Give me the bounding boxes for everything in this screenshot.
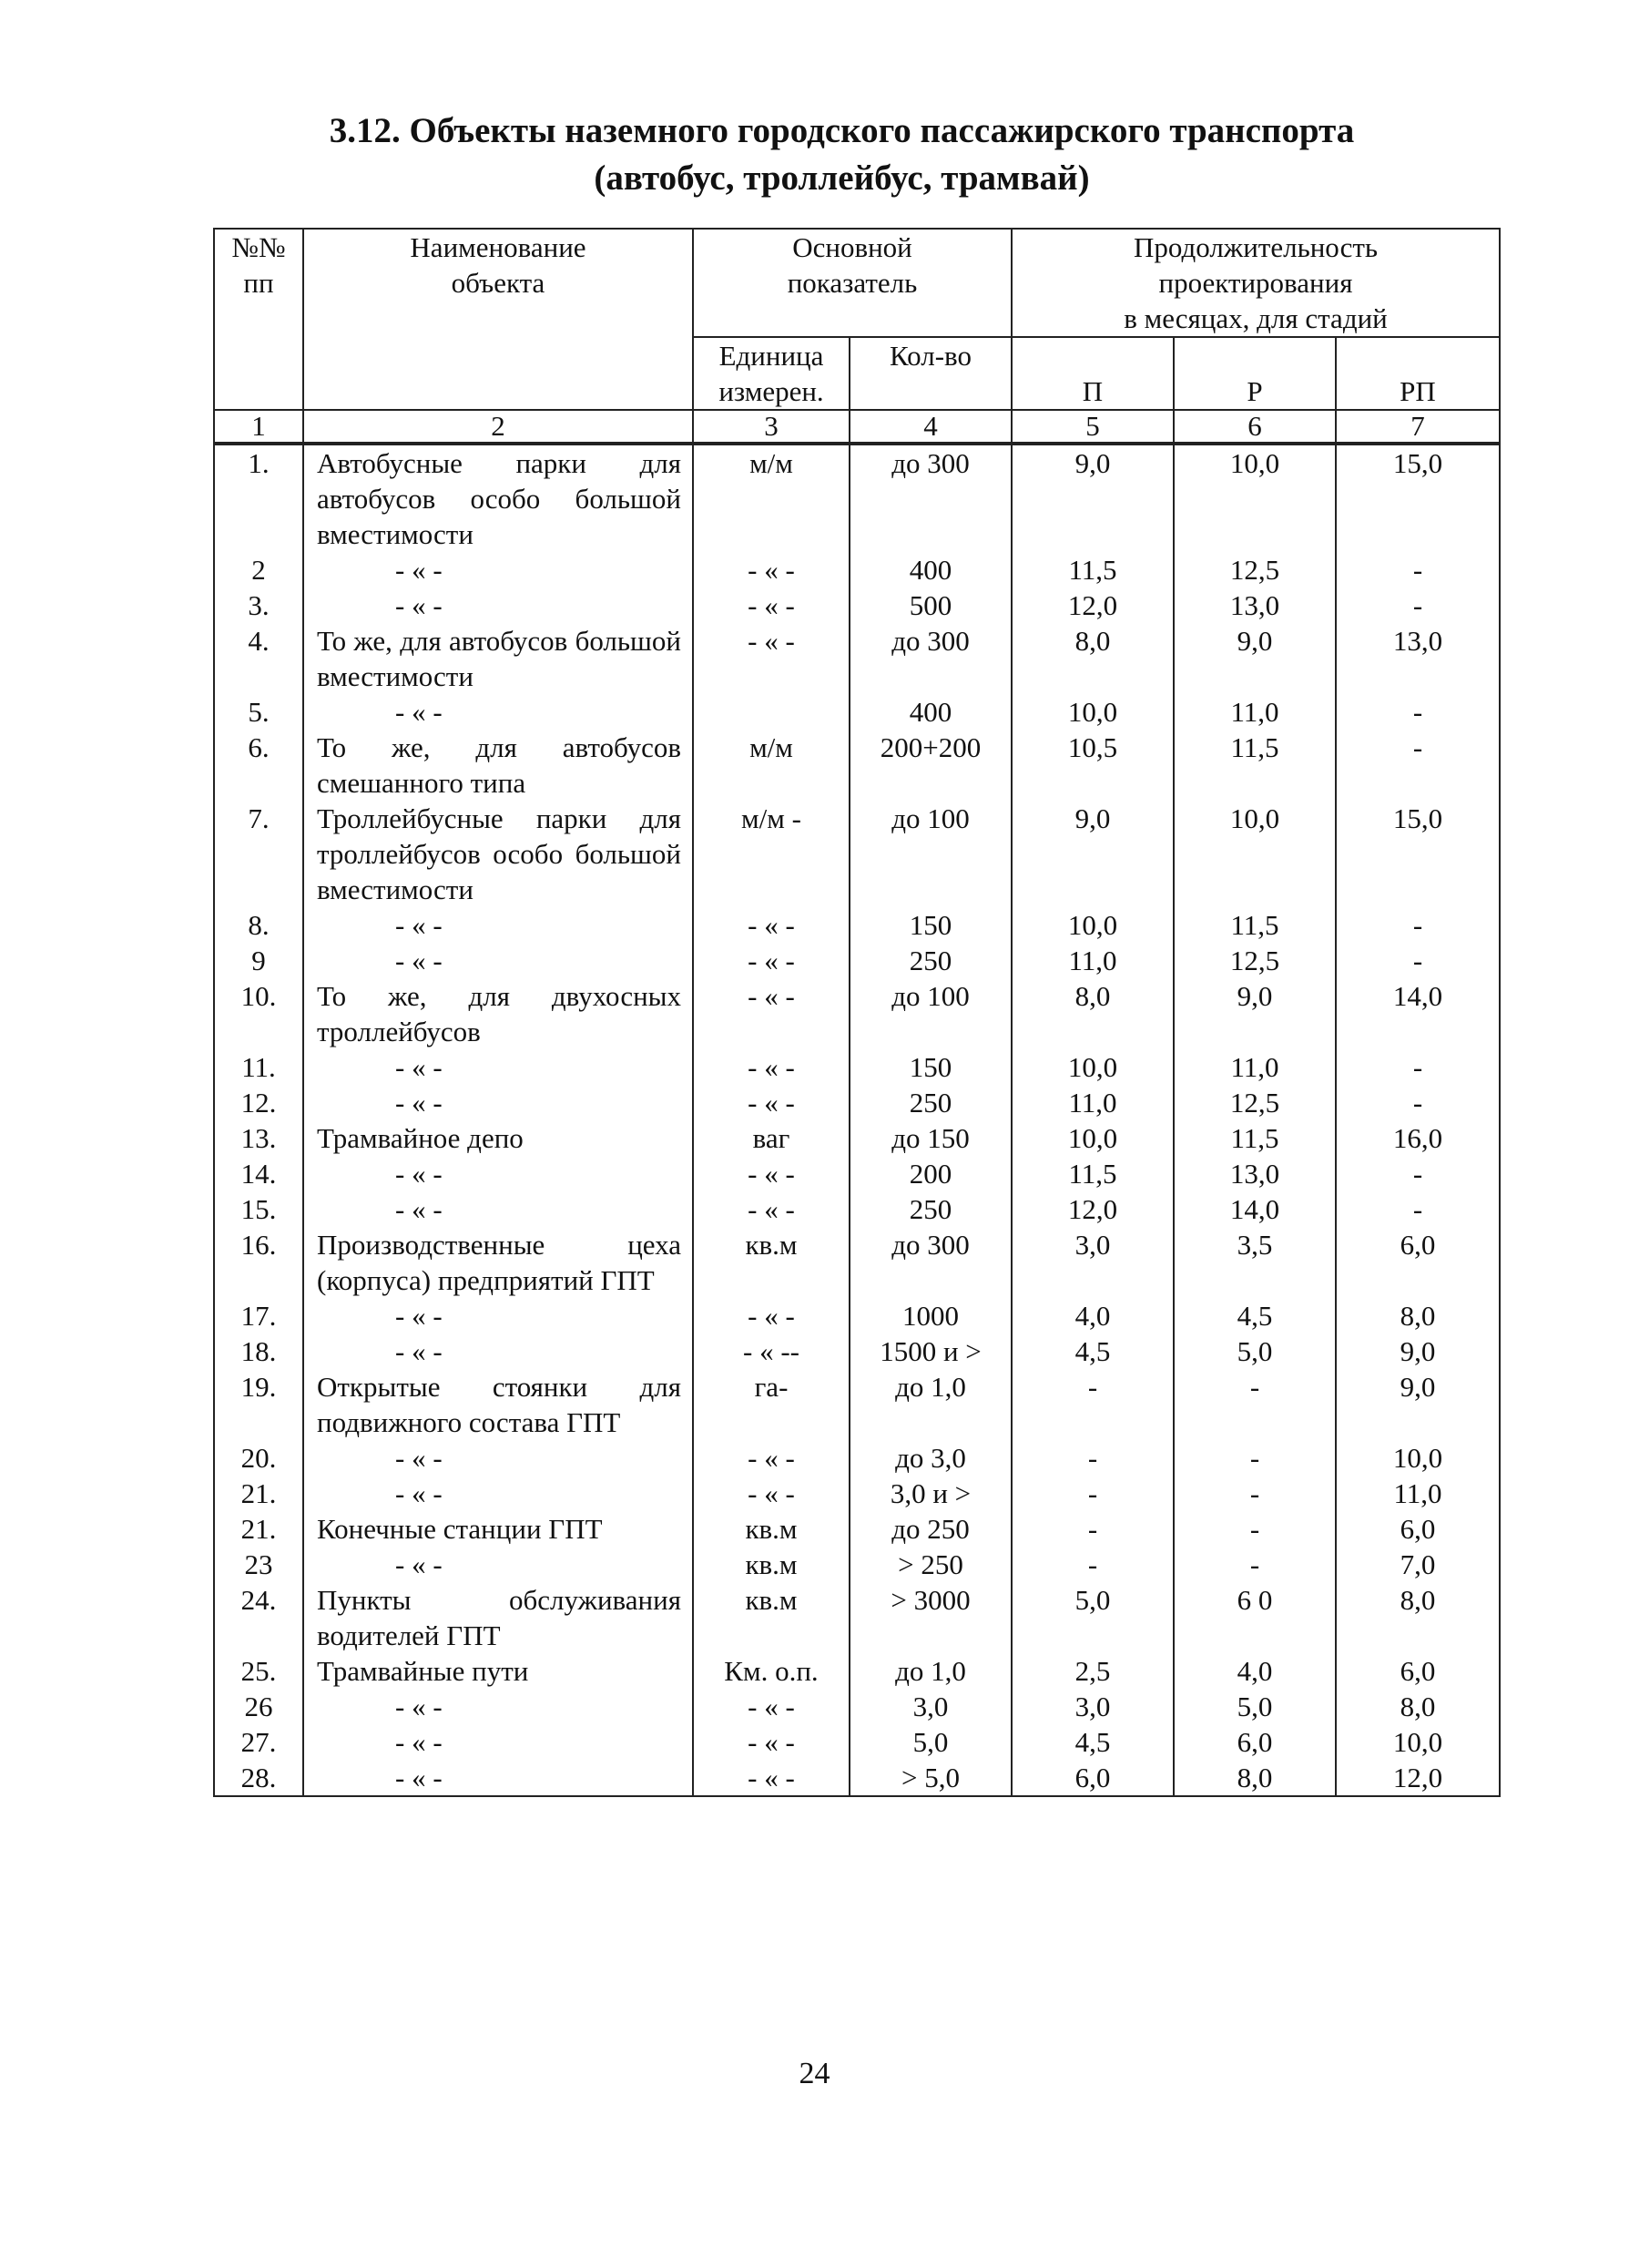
table-row — [214, 801, 1500, 907]
unit-cell: - « - — [693, 1191, 850, 1227]
object-name-cell: Производственные цеха (корпуса) предприятий ГПТ — [303, 1227, 693, 1298]
stage-p-cell: 10,0 — [1012, 694, 1174, 730]
row-number-cell: 8. — [214, 907, 303, 943]
object-name-cell: - « - — [303, 1760, 693, 1796]
stage-r-cell: 5,0 — [1174, 1689, 1336, 1724]
table-row — [214, 1582, 1500, 1653]
row-number-cell: 9 — [214, 943, 303, 978]
object-name-cell: - « - — [303, 1476, 693, 1511]
object-name-cell: - « - — [303, 694, 693, 730]
stage-rp-cell: - — [1336, 694, 1500, 730]
stage-rp-cell: 10,0 — [1336, 1724, 1500, 1760]
stage-r-cell: - — [1174, 1547, 1336, 1582]
stage-p-cell: 6,0 — [1012, 1760, 1174, 1796]
row-number-cell: 5. — [214, 694, 303, 730]
stage-r-cell: 4,0 — [1174, 1653, 1336, 1689]
table-row — [214, 623, 1500, 694]
stage-p-cell: 10,0 — [1012, 1120, 1174, 1156]
quantity-cell: до 1,0 — [850, 1369, 1012, 1440]
row-number-cell: 14. — [214, 1156, 303, 1191]
object-name-cell: Трамвайные пути — [303, 1653, 693, 1689]
row-number-cell: 23 — [214, 1547, 303, 1582]
stage-p-cell: - — [1012, 1440, 1174, 1476]
quantity-cell: 250 — [850, 943, 1012, 978]
object-name-cell: Автобусные парки для автобусов особо большой вместимости — [303, 444, 693, 552]
row-number-cell: 11. — [214, 1049, 303, 1085]
row-number-cell: 10. — [214, 978, 303, 1049]
unit-cell: - « - — [693, 1760, 850, 1796]
unit-cell: - « - — [693, 1476, 850, 1511]
quantity-cell: 3,0 и > — [850, 1476, 1012, 1511]
stage-r-cell: 6 0 — [1174, 1582, 1336, 1653]
unit-cell: Км. о.п. — [693, 1653, 850, 1689]
unit-cell: - « - — [693, 1156, 850, 1191]
quantity-cell: 200 — [850, 1156, 1012, 1191]
object-name-cell: - « - — [303, 1085, 693, 1120]
stage-r-cell: 11,0 — [1174, 1049, 1336, 1085]
column-number: 2 — [303, 410, 693, 444]
object-name-cell: - « - — [303, 587, 693, 623]
quantity-cell: 400 — [850, 694, 1012, 730]
row-number-cell: 26 — [214, 1689, 303, 1724]
quantity-cell: 250 — [850, 1085, 1012, 1120]
header-unit-line-1: Единица — [718, 340, 824, 372]
stage-p-cell: 9,0 — [1012, 444, 1174, 552]
object-name-cell: То же, для автобусов большой вместимости — [303, 623, 693, 694]
stage-rp-cell: 16,0 — [1336, 1120, 1500, 1156]
page-number: 24 — [799, 2057, 830, 2090]
quantity-cell: 1500 и > — [850, 1333, 1012, 1369]
unit-cell: кв.м — [693, 1582, 850, 1653]
unit-cell: - « - — [693, 978, 850, 1049]
stage-rp-cell: 9,0 — [1336, 1333, 1500, 1369]
header-basic — [693, 229, 1012, 337]
stage-rp-cell: - — [1336, 552, 1500, 587]
row-number-cell: 16. — [214, 1227, 303, 1298]
quantity-cell: до 150 — [850, 1120, 1012, 1156]
stage-p-cell: 10,0 — [1012, 907, 1174, 943]
unit-cell: - « - — [693, 1440, 850, 1476]
stage-p-cell: 11,5 — [1012, 552, 1174, 587]
quantity-cell: до 250 — [850, 1511, 1012, 1547]
stage-r-cell: 11,5 — [1174, 730, 1336, 801]
object-name-cell: - « - — [303, 1689, 693, 1724]
object-name-cell: - « - — [303, 1049, 693, 1085]
row-number-cell: 20. — [214, 1440, 303, 1476]
header-num-line-1: №№ — [231, 231, 286, 263]
object-name-cell: Открытые стоянки для подвижного состава ГПТ — [303, 1369, 693, 1440]
stage-r-cell: 11,0 — [1174, 694, 1336, 730]
table-row — [214, 1653, 1500, 1689]
unit-cell: - « - — [693, 1085, 850, 1120]
unit-cell: ваг — [693, 1120, 850, 1156]
quantity-cell: 250 — [850, 1191, 1012, 1227]
stage-rp-cell: - — [1336, 943, 1500, 978]
header-num-line-2: пп — [243, 267, 274, 299]
stage-r-cell: 11,5 — [1174, 1120, 1336, 1156]
quantity-cell: до 300 — [850, 1227, 1012, 1298]
header-qty: Кол-во — [850, 337, 1012, 410]
row-number-cell: 24. — [214, 1582, 303, 1653]
table-row — [214, 587, 1500, 623]
header-stage-rp: РП — [1336, 337, 1500, 410]
table-row — [214, 730, 1500, 801]
stage-rp-cell: 6,0 — [1336, 1511, 1500, 1547]
stage-p-cell: 4,0 — [1012, 1298, 1174, 1333]
column-number: 4 — [850, 410, 1012, 444]
quantity-cell: > 5,0 — [850, 1760, 1012, 1796]
header-duration-line-2: проектирования — [1158, 267, 1353, 299]
stage-p-cell: 12,0 — [1012, 1191, 1174, 1227]
header-duration-line-1: Продолжительность — [1133, 231, 1379, 263]
stage-rp-cell: 15,0 — [1336, 801, 1500, 907]
stage-p-cell: 11,0 — [1012, 943, 1174, 978]
table-row — [214, 552, 1500, 587]
unit-cell: кв.м — [693, 1547, 850, 1582]
quantity-cell: 5,0 — [850, 1724, 1012, 1760]
quantity-cell: до 300 — [850, 623, 1012, 694]
header-stage-p: П — [1012, 337, 1174, 410]
quantity-cell: до 100 — [850, 801, 1012, 907]
table-body — [214, 229, 1500, 1796]
stage-rp-cell: - — [1336, 1085, 1500, 1120]
object-name-cell: - « - — [303, 943, 693, 978]
table-row — [214, 1547, 1500, 1582]
stage-rp-cell: 13,0 — [1336, 623, 1500, 694]
row-number-cell: 2 — [214, 552, 303, 587]
stage-r-cell: 10,0 — [1174, 444, 1336, 552]
header-duration — [1012, 229, 1500, 337]
unit-cell: - « - — [693, 943, 850, 978]
row-number-cell: 19. — [214, 1369, 303, 1440]
table-row — [214, 1156, 1500, 1191]
row-number-cell: 17. — [214, 1298, 303, 1333]
unit-cell: кв.м — [693, 1511, 850, 1547]
stage-r-cell: 12,5 — [1174, 552, 1336, 587]
stage-rp-cell: 6,0 — [1336, 1653, 1500, 1689]
object-name-cell: - « - — [303, 907, 693, 943]
stage-r-cell: - — [1174, 1369, 1336, 1440]
stage-p-cell: 12,0 — [1012, 587, 1174, 623]
quantity-cell: 400 — [850, 552, 1012, 587]
unit-cell: м/м — [693, 444, 850, 552]
header-unit-line-2: измерен. — [718, 375, 824, 407]
table-row — [214, 1049, 1500, 1085]
stage-p-cell: 4,5 — [1012, 1724, 1174, 1760]
table-row — [214, 1085, 1500, 1120]
object-name-cell: - « - — [303, 1191, 693, 1227]
row-number-cell: 18. — [214, 1333, 303, 1369]
column-number: 7 — [1336, 410, 1500, 444]
column-number: 5 — [1012, 410, 1174, 444]
title-line-1: 3.12. Объекты наземного городского пассажирского транспорта — [329, 111, 1355, 150]
object-name-cell: Троллейбусные парки для троллейбусов особо большой вместимости — [303, 801, 693, 907]
unit-cell: м/м — [693, 730, 850, 801]
stage-rp-cell: 8,0 — [1336, 1689, 1500, 1724]
quantity-cell: > 3000 — [850, 1582, 1012, 1653]
stage-p-cell: - — [1012, 1369, 1174, 1440]
table-row — [214, 1440, 1500, 1476]
table-row — [214, 1369, 1500, 1440]
stage-r-cell: 5,0 — [1174, 1333, 1336, 1369]
object-name-cell: Пункты обслуживания водителей ГПТ — [303, 1582, 693, 1653]
row-number-cell: 21. — [214, 1476, 303, 1511]
header-num — [214, 229, 303, 410]
quantity-cell: 150 — [850, 907, 1012, 943]
stage-p-cell: 2,5 — [1012, 1653, 1174, 1689]
table-row — [214, 907, 1500, 943]
stage-p-cell: 11,5 — [1012, 1156, 1174, 1191]
stage-r-cell: 4,5 — [1174, 1298, 1336, 1333]
column-number: 1 — [214, 410, 303, 444]
stage-rp-cell: - — [1336, 730, 1500, 801]
object-name-cell: - « - — [303, 1333, 693, 1369]
stage-r-cell: 6,0 — [1174, 1724, 1336, 1760]
quantity-cell: 1000 — [850, 1298, 1012, 1333]
stage-p-cell: - — [1012, 1547, 1174, 1582]
stage-p-cell: - — [1012, 1476, 1174, 1511]
row-number-cell: 4. — [214, 623, 303, 694]
unit-cell: - « - — [693, 907, 850, 943]
quantity-cell: 500 — [850, 587, 1012, 623]
stage-rp-cell: 7,0 — [1336, 1547, 1500, 1582]
stage-rp-cell: 6,0 — [1336, 1227, 1500, 1298]
stage-p-cell: 3,0 — [1012, 1227, 1174, 1298]
stage-r-cell: 14,0 — [1174, 1191, 1336, 1227]
quantity-cell: 150 — [850, 1049, 1012, 1085]
object-name-cell: То же, для двухосных троллейбусов — [303, 978, 693, 1049]
unit-cell: - « - — [693, 552, 850, 587]
row-number-cell: 28. — [214, 1760, 303, 1796]
header-stage-r: Р — [1174, 337, 1336, 410]
table-row — [214, 1227, 1500, 1298]
object-name-cell: - « - — [303, 1547, 693, 1582]
quantity-cell: 3,0 — [850, 1689, 1012, 1724]
header-unit — [693, 337, 850, 410]
table-row — [214, 444, 1500, 552]
column-numbers-row — [214, 410, 1500, 444]
stage-p-cell: - — [1012, 1511, 1174, 1547]
header-name — [303, 229, 693, 410]
table-row — [214, 694, 1500, 730]
unit-cell: - « -- — [693, 1333, 850, 1369]
stage-rp-cell: 15,0 — [1336, 444, 1500, 552]
stage-rp-cell: - — [1336, 1049, 1500, 1085]
row-number-cell: 7. — [214, 801, 303, 907]
stage-rp-cell: - — [1336, 1156, 1500, 1191]
header-row-1 — [214, 229, 1500, 337]
title-line-2: (автобус, троллейбус, трамвай) — [594, 158, 1090, 198]
unit-cell: - « - — [693, 587, 850, 623]
object-name-cell: Трамвайное депо — [303, 1120, 693, 1156]
table-row — [214, 1689, 1500, 1724]
stage-rp-cell: 11,0 — [1336, 1476, 1500, 1511]
stage-p-cell: 8,0 — [1012, 623, 1174, 694]
row-number-cell: 6. — [214, 730, 303, 801]
stage-p-cell: 10,5 — [1012, 730, 1174, 801]
stage-rp-cell: 8,0 — [1336, 1298, 1500, 1333]
header-duration-line-3: в месяцах, для стадий — [1124, 302, 1388, 334]
quantity-cell: до 300 — [850, 444, 1012, 552]
object-name-cell: То же, для автобусов смешанного типа — [303, 730, 693, 801]
object-name-cell: - « - — [303, 552, 693, 587]
stage-rp-cell: - — [1336, 587, 1500, 623]
stage-r-cell: 13,0 — [1174, 587, 1336, 623]
quantity-cell: до 100 — [850, 978, 1012, 1049]
row-number-cell: 1. — [214, 444, 303, 552]
object-name-cell: - « - — [303, 1156, 693, 1191]
table-row — [214, 1476, 1500, 1511]
unit-cell — [693, 694, 850, 730]
row-number-cell: 3. — [214, 587, 303, 623]
stage-p-cell: 4,5 — [1012, 1333, 1174, 1369]
table-row — [214, 1120, 1500, 1156]
column-number: 3 — [693, 410, 850, 444]
row-number-cell: 21. — [214, 1511, 303, 1547]
table-row — [214, 1724, 1500, 1760]
row-number-cell: 12. — [214, 1085, 303, 1120]
stage-r-cell: 13,0 — [1174, 1156, 1336, 1191]
header-basic-line-2: показатель — [787, 267, 918, 299]
stage-r-cell: 10,0 — [1174, 801, 1336, 907]
table-row — [214, 1511, 1500, 1547]
stage-rp-cell: 10,0 — [1336, 1440, 1500, 1476]
unit-cell: - « - — [693, 1689, 850, 1724]
stage-rp-cell: 12,0 — [1336, 1760, 1500, 1796]
row-number-cell: 13. — [214, 1120, 303, 1156]
stage-r-cell: 11,5 — [1174, 907, 1336, 943]
unit-cell: - « - — [693, 1049, 850, 1085]
stage-r-cell: 12,5 — [1174, 943, 1336, 978]
header-name-line-2: объекта — [451, 267, 545, 299]
table-row — [214, 943, 1500, 978]
stage-p-cell: 10,0 — [1012, 1049, 1174, 1085]
document-title — [0, 107, 1629, 202]
column-number: 6 — [1174, 410, 1336, 444]
unit-cell: - « - — [693, 623, 850, 694]
stage-r-cell: 9,0 — [1174, 623, 1336, 694]
stage-r-cell: - — [1174, 1511, 1336, 1547]
stage-p-cell: 5,0 — [1012, 1582, 1174, 1653]
stage-p-cell: 3,0 — [1012, 1689, 1174, 1724]
stage-p-cell: 11,0 — [1012, 1085, 1174, 1120]
unit-cell: га- — [693, 1369, 850, 1440]
object-name-cell: - « - — [303, 1298, 693, 1333]
stage-r-cell: 8,0 — [1174, 1760, 1336, 1796]
stage-r-cell: - — [1174, 1476, 1336, 1511]
quantity-cell: до 1,0 — [850, 1653, 1012, 1689]
stage-p-cell: 8,0 — [1012, 978, 1174, 1049]
object-name-cell: - « - — [303, 1724, 693, 1760]
header-name-line-1: Наименование — [410, 231, 586, 263]
row-number-cell: 27. — [214, 1724, 303, 1760]
stage-r-cell: 9,0 — [1174, 978, 1336, 1049]
stage-rp-cell: 9,0 — [1336, 1369, 1500, 1440]
stage-r-cell: 12,5 — [1174, 1085, 1336, 1120]
quantity-cell: 200+200 — [850, 730, 1012, 801]
stage-p-cell: 9,0 — [1012, 801, 1174, 907]
quantity-cell: до 3,0 — [850, 1440, 1012, 1476]
table-row — [214, 1333, 1500, 1369]
quantity-cell: > 250 — [850, 1547, 1012, 1582]
table-row — [214, 1191, 1500, 1227]
table-row — [214, 1298, 1500, 1333]
stage-rp-cell: 14,0 — [1336, 978, 1500, 1049]
unit-cell: м/м - — [693, 801, 850, 907]
row-number-cell: 15. — [214, 1191, 303, 1227]
table-row — [214, 978, 1500, 1049]
object-name-cell: - « - — [303, 1440, 693, 1476]
stage-r-cell: - — [1174, 1440, 1336, 1476]
row-number-cell: 25. — [214, 1653, 303, 1689]
stage-rp-cell: - — [1336, 1191, 1500, 1227]
stage-rp-cell: - — [1336, 907, 1500, 943]
unit-cell: - « - — [693, 1298, 850, 1333]
unit-cell: кв.м — [693, 1227, 850, 1298]
stage-rp-cell: 8,0 — [1336, 1582, 1500, 1653]
table-row — [214, 1760, 1500, 1796]
stage-r-cell: 3,5 — [1174, 1227, 1336, 1298]
projects-duration-table — [213, 228, 1501, 1797]
object-name-cell: Конечные станции ГПТ — [303, 1511, 693, 1547]
header-basic-line-1: Основной — [792, 231, 912, 263]
unit-cell: - « - — [693, 1724, 850, 1760]
